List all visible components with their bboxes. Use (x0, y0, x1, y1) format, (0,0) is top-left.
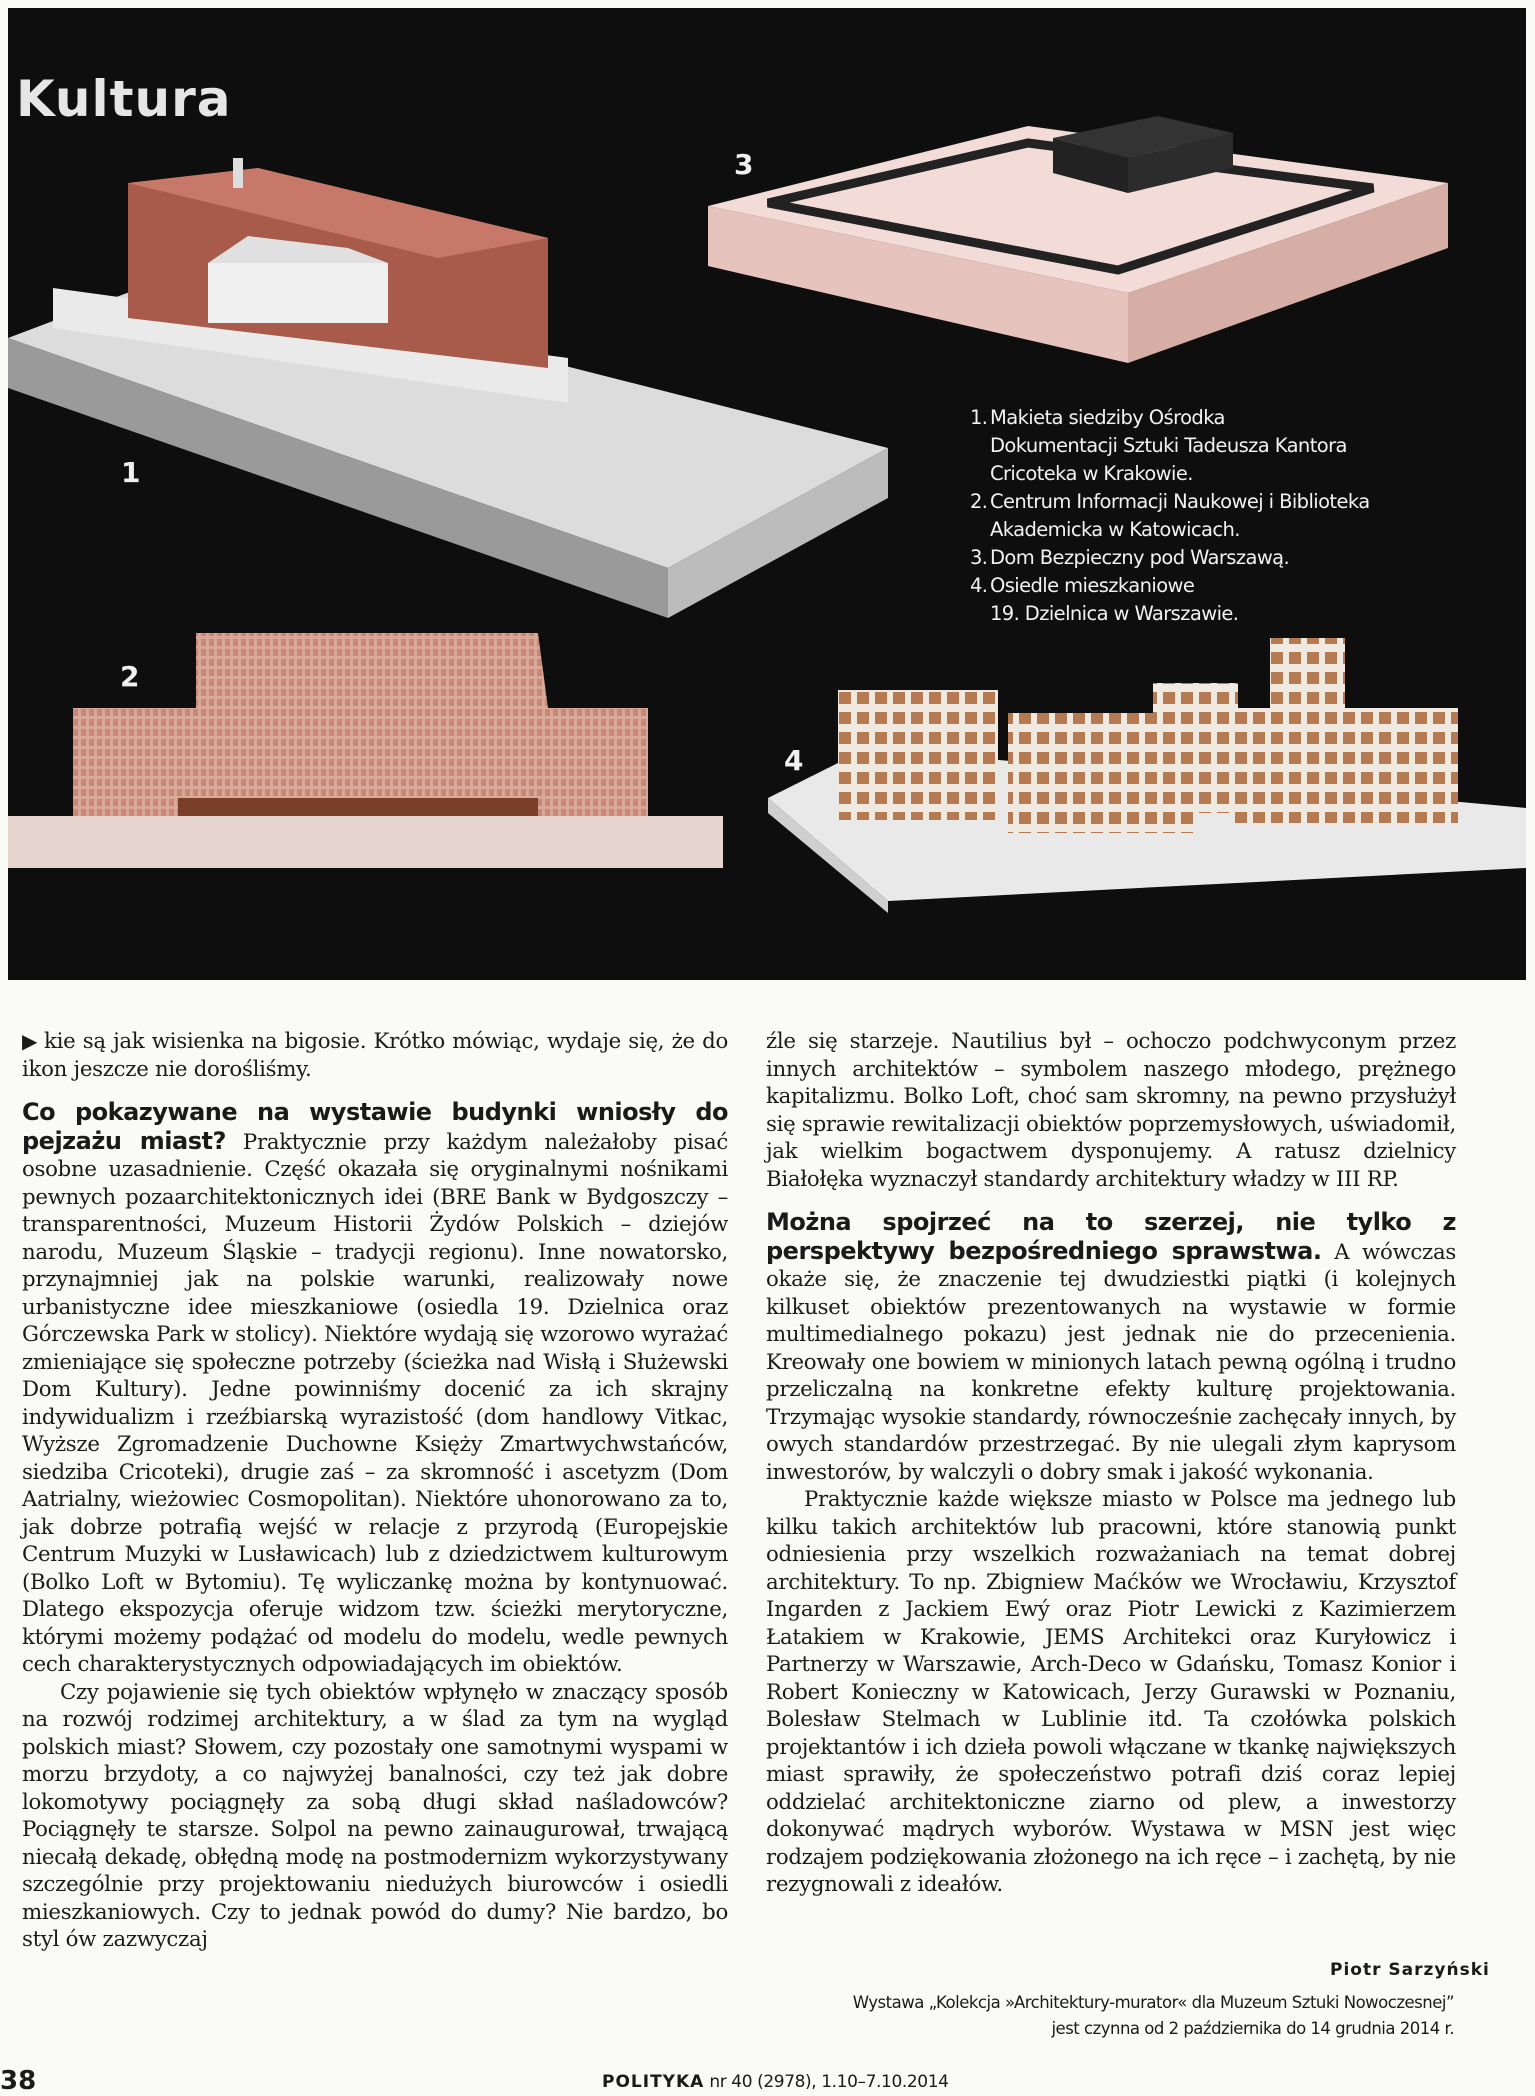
photo-label-4: 4 (784, 744, 804, 777)
article-paragraph: Praktycznie każde większe miasto w Polsce ma jednego lub kilku takich architektów lub pracowni, które stanowią punkt odniesienia przy wszelkich rozważaniach na temat dobrej architektury. To np. Zbigniew Maćków we Wrocławiu, Krzysztof Ingarden z Jackiem Ewý oraz Piotr Lewicki z Kazimierzem Łatakiem w Krakowie, JEMS Architekci oraz Kuryłowicz i Partnerzy w Warszawie, Arch-Deco w Gdańsku, Tomasz Konior i Robert Konieczny w Katowicach, Jerzy Gurawski w Poznaniu, Bolesław Stelmach w Lublinie itd. Ta czołówka polskich projektantów i ich dzieła powoli włączane w tkankę największych miast sprawiły, że społeczeństwo potrafi dziś coraz lepiej oddzielać architektoniczne ziarno od plew, a inwestorzy dokonywać mądrych wyborów. Wystawa w MSN jest więc rodzajem podziękowania złożonego na ich ręce – i zachętą, by nie rezygnowali z ideałów. (766, 1487, 1456, 1897)
caption-2 (970, 488, 1370, 516)
caption-line: Centrum Informacji Naukowej i Biblioteka (990, 490, 1370, 513)
caption-4 (970, 600, 1370, 628)
caption-number: 3. (970, 546, 988, 569)
photo-label-3: 3 (734, 148, 754, 181)
caption-line: Dokumentacji Sztuki Tadeusza Kantora (990, 434, 1347, 457)
caption-line: Makieta siedziby Ośrodka (990, 406, 1225, 429)
model-dom-bezpieczny (708, 116, 1448, 363)
photo-label-2: 2 (120, 660, 140, 693)
issue-info: nr 40 (2978), 1.10–7.10.2014 (709, 2072, 949, 2092)
article-column-right: źle się starzeje. Nautilius był – ochoczo podchwyconym przez innych architektów – symbolem naszego młodego, prężnego kapitalizmu. Bolko Loft, choć sam skromny, na pewno przysłużył się sprawie rewitalizacji obiektów poprzemysłowych, uświadomił, jak wielkim bogactwem dysponujemy. A ratusz dzielnicy Białołęka wyznaczył standardy architektury władzy w III RP. Można spojrzeć na to szerzej, nie tylko z perspektywy bezpośredniego sprawstwa. A wówczas okaże się, że znaczenie tej dwudziestki piątki (i kolejnych kilkuset obiektów prezentowanych na wystawie w formie multimedialnego pokazu) jest jednak nie do przecenienia. Kreowały one bowiem w minionych latach pewną ogólną i trudno przeliczalną na konkretne efekty kulturę projektowania. Trzymając wysokie standardy, równocześnie zachęcały innych, by owych standardów przestrzegać. By nie ulegali złym kaprysom inwestorów, by walczyli o dobry smak i jakość wykonania. Praktycznie każde większe miasto w Polsce ma jednego lub kilku takich architektów lub pracowni, które stanowią punkt odniesienia przy wszelkich rozważaniach na temat dobrej architektury. To np. Zbigniew Maćków we Wrocławiu, Krzysztof Ingarden z Jackiem Ewý oraz Piotr Lewicki z Kazimierzem Łatakiem w Krakowie, JEMS Architekci oraz Kuryłowicz i Partnerzy w Warszawie, Arch-Deco w Gdańsku, Tomasz Konior i Robert Konieczny w Katowicach, Jerzy Gurawski w Poznaniu, Bolesław Stelmach w Lublinie itd. Ta czołówka polskich projektantów i ich dzieła powoli włączane w tkankę największych miast sprawiły, że społeczeństwo potrafi dziś coraz lepiej oddzielać architektoniczne ziarno od plew, a inwestorzy dokonywać mądrych wyborów. Wystawa w MSN jest więc rodzajem podziękowania złożonego na ich ręce – i zachętą, by nie rezygnowali z ideałów. (766, 1029, 1456, 1897)
caption-line: Akademicka w Katowicach. (990, 518, 1240, 541)
model-19-dzielnica (768, 638, 1526, 913)
article-subheading: Można spojrzeć na to szerzej, nie tylko z perspektywy bezpośredniego sprawstwa. (766, 1208, 1456, 1265)
photo-label-1: 1 (121, 456, 141, 489)
continuation-arrow-icon: ▶ (22, 1029, 38, 1053)
magazine-name: POLITYKA (602, 2072, 705, 2092)
caption-1 (970, 432, 1370, 460)
page-footer (0, 2066, 1535, 2094)
exhibition-note-line: Wystawa „Kolekcja »Architektury-murator« dla Muzeum Sztuki Nowoczesnej” (852, 1993, 1454, 2012)
article-paragraph: Czy pojawienie się tych obiektów wpłynęło w znaczący sposób na rozwój rodzimej architektury, a w ślad za tym na wygląd polskich miast? Słowem, czy pozostały one samotnymi wyspami w morzu brzydoty, a co najwyżej banalności, czy też jak dobre lokomotywy pociągnęły za sobą długi skład naśladowców? Pociągnęły te starsze. Solpol na pewno zainaugurował, trwającą niecałą dekadę, obłędną modę na postmodernizm wykorzystywany szczególnie przy projektowaniu niedużych biurowców i osiedli mieszkaniowych. Czy to jednak powód do dumy? Nie bardzo, bo styl ów zazwyczaj (22, 1679, 728, 1952)
photo-captions (970, 404, 1370, 628)
caption-3 (970, 544, 1370, 572)
caption-number: 4. (970, 574, 988, 597)
article-intro: ▶ kie są jak wisienka na bigosie. Krótko mówiąc, wydaje się, że do ikon jeszcze nie dorośliśmy. (22, 1029, 728, 1082)
author-byline: Piotr Sarzyński (1330, 1960, 1490, 1980)
caption-line: Cricoteka w Krakowie. (990, 462, 1193, 485)
article-column-left: ▶ kie są jak wisienka na bigosie. Krótko mówiąc, wydaje się, że do ikon jeszcze nie dorośliśmy. Co pokazywane na wystawie budynki wniosły do pejzażu miast? Praktycznie przy każdym należałoby pisać osobne uzasadnienie. Część okazała się oryginalnymi nośnikami pewnych pozaarchitektonicznych idei (BRE Bank w Bydgoszczy – transparentności, Muzeum Historii Żydów Polskich – dziejów narodu, Muzeum Śląskie – tradycji regionu). Inne nowatorsko, przynajmniej jak na polskie warunki, realizowały nowe urbanistyczne idee mieszkaniowe (osiedla 19. Dzielnica oraz Górczewska Park w stolicy). Niektóre wydają się wzorowo wyrażać zmieniające się społeczne potrzeby (ścieżka nad Wisłą i Służewski Dom Kultury). Jedne powinniśmy docenić za ich skrajny indywidualizm i rzeźbiarską wyrazistość (dom handlowy Vitkac, Wyższe Zgromadzenie Duchowne Księży Zmartwychwstańców, siedziba Cricoteki), drugie zaś – za skromność i ascetyzm (Dom Aatrialny, wieżowiec Cosmopolitan). Niektóre uhonorowano za to, jak dobrze potrafią wejść w relacje z przyrodą (Europejskie Centrum Muzyki w Lusławicach) lub z dziedzictwem kulturowym (Bolko Loft w Bytomiu). Tę wyliczankę można by kontynuować. Dlatego ekspozycja oferuje widzom tzw. ścieżki merytoryczne, którymi możemy podążać od modelu do modelu, wedle pewnych cech charakterystycznych odpowiadających im obiektów. Czy pojawienie się tych obiektów wpłynęło w znaczący sposób na rozwój rodzimej architektury, a w ślad za tym na wygląd polskich miast? Słowem, czy pozostały one samotnymi wyspami w morzu brzydoty, a co najwyżej banalności, czy też jak dobre lokomotywy pociągnęły za sobą długi skład naśladowców? Pociągnęły te starsze. Solpol na pewno zainaugurował, trwającą niecałą dekadę, obłędną modę na postmodernizm wykorzystywany szczególnie przy projektowaniu niedużych biurowców i osiedli mieszkaniowych. Czy to jednak powód do dumy? Nie bardzo, bo styl ów zazwyczaj (22, 1029, 728, 1952)
exhibition-note (830, 1990, 1454, 2042)
exhibition-note-line: jest czynna od 2 października do 14 grudnia 2014 r. (1051, 2019, 1454, 2038)
caption-1 (970, 404, 1370, 432)
caption-number: 1. (970, 406, 988, 429)
caption-line: Osiedle mieszkaniowe (990, 574, 1195, 597)
article-subheading: Co pokazywane na wystawie budynki wniosły do pejzażu miast? (22, 1098, 728, 1155)
caption-2 (970, 516, 1370, 544)
caption-1 (970, 460, 1370, 488)
article-paragraph: źle się starzeje. Nautilius był – ochoczo podchwyconym przez innych architektów – symbolem naszego młodego, prężnego kapitalizmu. Bolko Loft, choć sam skromny, na pewno przysłużył się sprawie rewitalizacji obiektów poprzemysłowych, uświadomił, jak wielkim bogactwem dysponujemy. A ratusz dzielnicy Białołęka wyznaczył standardy architektury władzy w III RP. (766, 1029, 1456, 1192)
section-title: Kultura (16, 70, 232, 128)
model-cinibaz (8, 633, 723, 868)
caption-4 (970, 572, 1370, 600)
caption-line: Dom Bezpieczny pod Warszawą. (990, 546, 1290, 569)
footer-publication (602, 2072, 949, 2092)
architecture-models-photo (8, 8, 1526, 980)
caption-number: 2. (970, 490, 988, 513)
caption-line: 19. Dzielnica w Warszawie. (990, 602, 1239, 625)
page-number: 38 (0, 2066, 37, 2096)
